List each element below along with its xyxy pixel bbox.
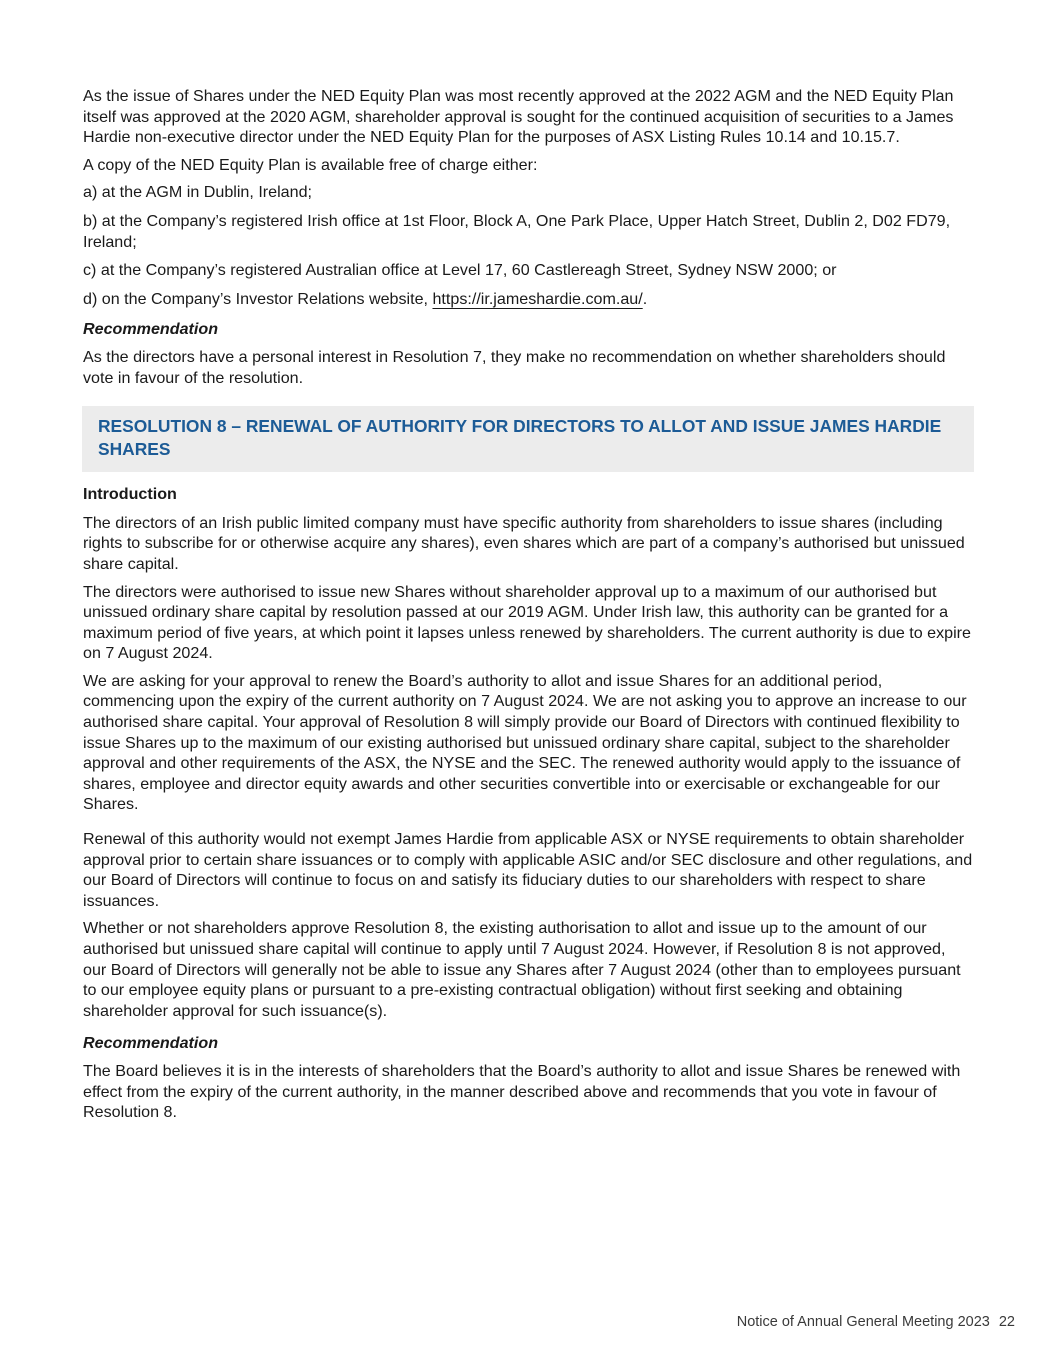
page-footer [737,1314,1015,1330]
document-page [83,86,973,1123]
resolution-8-banner [82,406,974,472]
resolution-8-paragraph-authority: The directors of an Irish public limited company must have specific authority from shareholders to issue shares (including rights to subscribe for or otherwise acquire any shares), even shares which are part of a company’s authorised but unissued share capital. [83,513,965,573]
recommendation-8-text: The Board believes it is in the interests of shareholders that the Board’s authority to allot and issue Shares be renewed with effect from the expiry of the current authority, in the manner described above and recommends that you vote in favour of Resolution 8. [83,1061,961,1122]
availability-item-website [83,289,973,310]
plan-availability-paragraph: A copy of the NED Equity Plan is available free of charge either: [83,155,538,174]
resolution-8-title: RESOLUTION 8 – RENEWAL OF AUTHORITY FOR DIRECTORS TO ALLOT AND ISSUE JAMES HARDIE SHARES [98,416,942,460]
footer-title: Notice of Annual General Meeting 2023 [736,1314,990,1330]
availability-item-irish-office: b) at the Company’s registered Irish office at 1st Floor, Block A, One Park Place, Upper Hatch Street, Dublin 2, D02 FD79, Ireland; [83,211,951,251]
resolution-8-paragraph-exemption: Renewal of this authority would not exempt James Hardie from applicable ASX or NYSE requirements to obtain shareholder approval prior to certain share issuances or to comply with applicable ASIC and/or SEC disclosure and other regulations, and our Board of Directors will continue to focus on and satisfy its fiduciary duties to our shareholders with respect to share issuances. [83,830,973,910]
introduction-heading: Introduction [83,485,177,504]
ned-plan-approval-paragraph: As the issue of Shares under the NED Equity Plan was most recently approved at the 2022 AGM and the NED Equity Plan itself was approved at the 2020 AGM, shareholder approval is sought for the continued acquisition of securities to a James Hardie non-executive director under the NED Equity Plan for the purposes of ASX Listing Rules 10.14 and 10.15.7. [83,87,954,147]
investor-relations-link[interactable]: https://ir.jameshardie.com.au/ [432,289,643,308]
availability-item-agm: a) at the AGM in Dublin, Ireland; [83,183,313,202]
page-number: 22 [998,1314,1015,1330]
recommendation-8-heading: Recommendation [83,1034,219,1053]
availability-item-australian-office: c) at the Company’s registered Australian office at Level 17, 60 Castlereagh Street, Sydney NSW 2000; or [83,261,837,280]
website-item-suffix: . [642,289,648,308]
website-item-prefix: d) on the Company’s Investor Relations website, [83,289,433,308]
resolution-8-paragraph-consequence: Whether or not shareholders approve Resolution 8, the existing authorisation to allot and issue up to the amount of our authorised but unissued share capital will continue to apply until 7 August 2024. However, if Resolution 8 is not approved, our Board of Directors will generally not be able to issue any Shares after 7 August 2024 (other than to employees pursuant to our employee equity plans or pursuant to a pre-existing contractual obligation) without first seeking and obtaining shareholder approval for such issuance(s). [83,919,961,1020]
recommendation-7-text: As the directors have a personal interest in Resolution 7, they make no recommendation on whether shareholders should vote in favour of the resolution. [83,347,946,387]
recommendation-7-heading: Recommendation [83,320,219,339]
resolution-8-paragraph-request: We are asking for your approval to renew the Board’s authority to allot and issue Shares for an additional period, commencing upon the expiry of the current authority on 7 August 2024. We are not asking you to approve an increase to our authorised share capital. Your approval of Resolution 8 will simply provide our Board of Directors with continued flexibility to issue Shares up to the maximum of our existing authorised but unissued ordinary share capital, subject to the shareholder approval and other requirements of the ASX, the NYSE and the SEC. The renewed authority would apply to the issuance of shares, employee and director equity awards and other securities convertible into or exercisable or exchangeable for our Shares. [83,671,967,814]
resolution-8-paragraph-history: The directors were authorised to issue new Shares without shareholder approval up to a maximum of our authorised but unissued ordinary share capital by resolution passed at our 2019 AGM. Under Irish law, this authority can be granted for a maximum period of five years, at which point it lapses unless renewed by shareholders. The current authority is due to expire on 7 August 2024. [83,582,971,663]
